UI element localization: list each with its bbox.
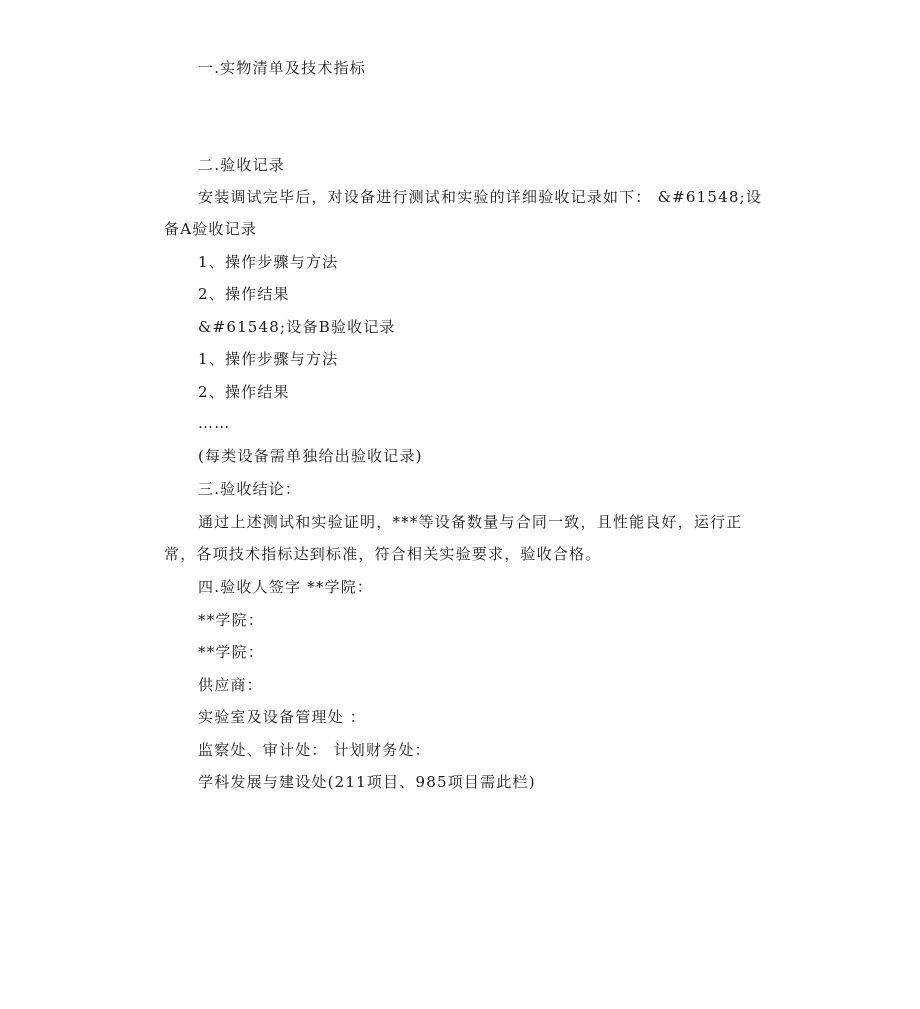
section2-heading: 二.验收记录 bbox=[198, 156, 285, 174]
device-a-step-1: 1、操作步骤与方法 bbox=[198, 253, 339, 271]
device-b-heading: &#61548;设备B验收记录 bbox=[198, 318, 396, 336]
section4-heading: 四.验收人签字 **学院： bbox=[198, 578, 374, 596]
device-b-step-1: 1、操作步骤与方法 bbox=[198, 350, 339, 368]
ellipsis: …… bbox=[198, 414, 231, 432]
signer-supplier: 供应商： bbox=[198, 676, 263, 694]
signer-2: **学院： bbox=[198, 643, 265, 661]
note: (每类设备需单独给出验收记录) bbox=[198, 447, 423, 465]
conclusion-line-1: 通过上述测试和实验证明，***等设备数量与合同一致，且性能良好，运行正 bbox=[198, 513, 743, 531]
intro-line-2: 备A验收记录 bbox=[164, 220, 258, 238]
device-b-step-2: 2、操作结果 bbox=[198, 383, 290, 401]
section1-heading: 一.实物清单及技术指标 bbox=[198, 59, 366, 77]
intro-line-1: 安装调试完毕后，对设备进行测试和实验的详细验收记录如下： &#61548;设 bbox=[198, 188, 763, 206]
signer-discipline: 学科发展与建设处(211项目、985项目需此栏) bbox=[198, 773, 536, 791]
signer-audit: 监察处、审计处： 计划财务处： bbox=[198, 741, 431, 759]
device-a-step-2: 2、操作结果 bbox=[198, 285, 290, 303]
section3-heading: 三.验收结论： bbox=[198, 480, 302, 498]
conclusion-line-2: 常，各项技术指标达到标准，符合相关实验要求，验收合格。 bbox=[164, 545, 602, 563]
signer-lab-office: 实验室及设备管理处 ： bbox=[198, 708, 366, 726]
signer-1: **学院： bbox=[198, 611, 265, 629]
